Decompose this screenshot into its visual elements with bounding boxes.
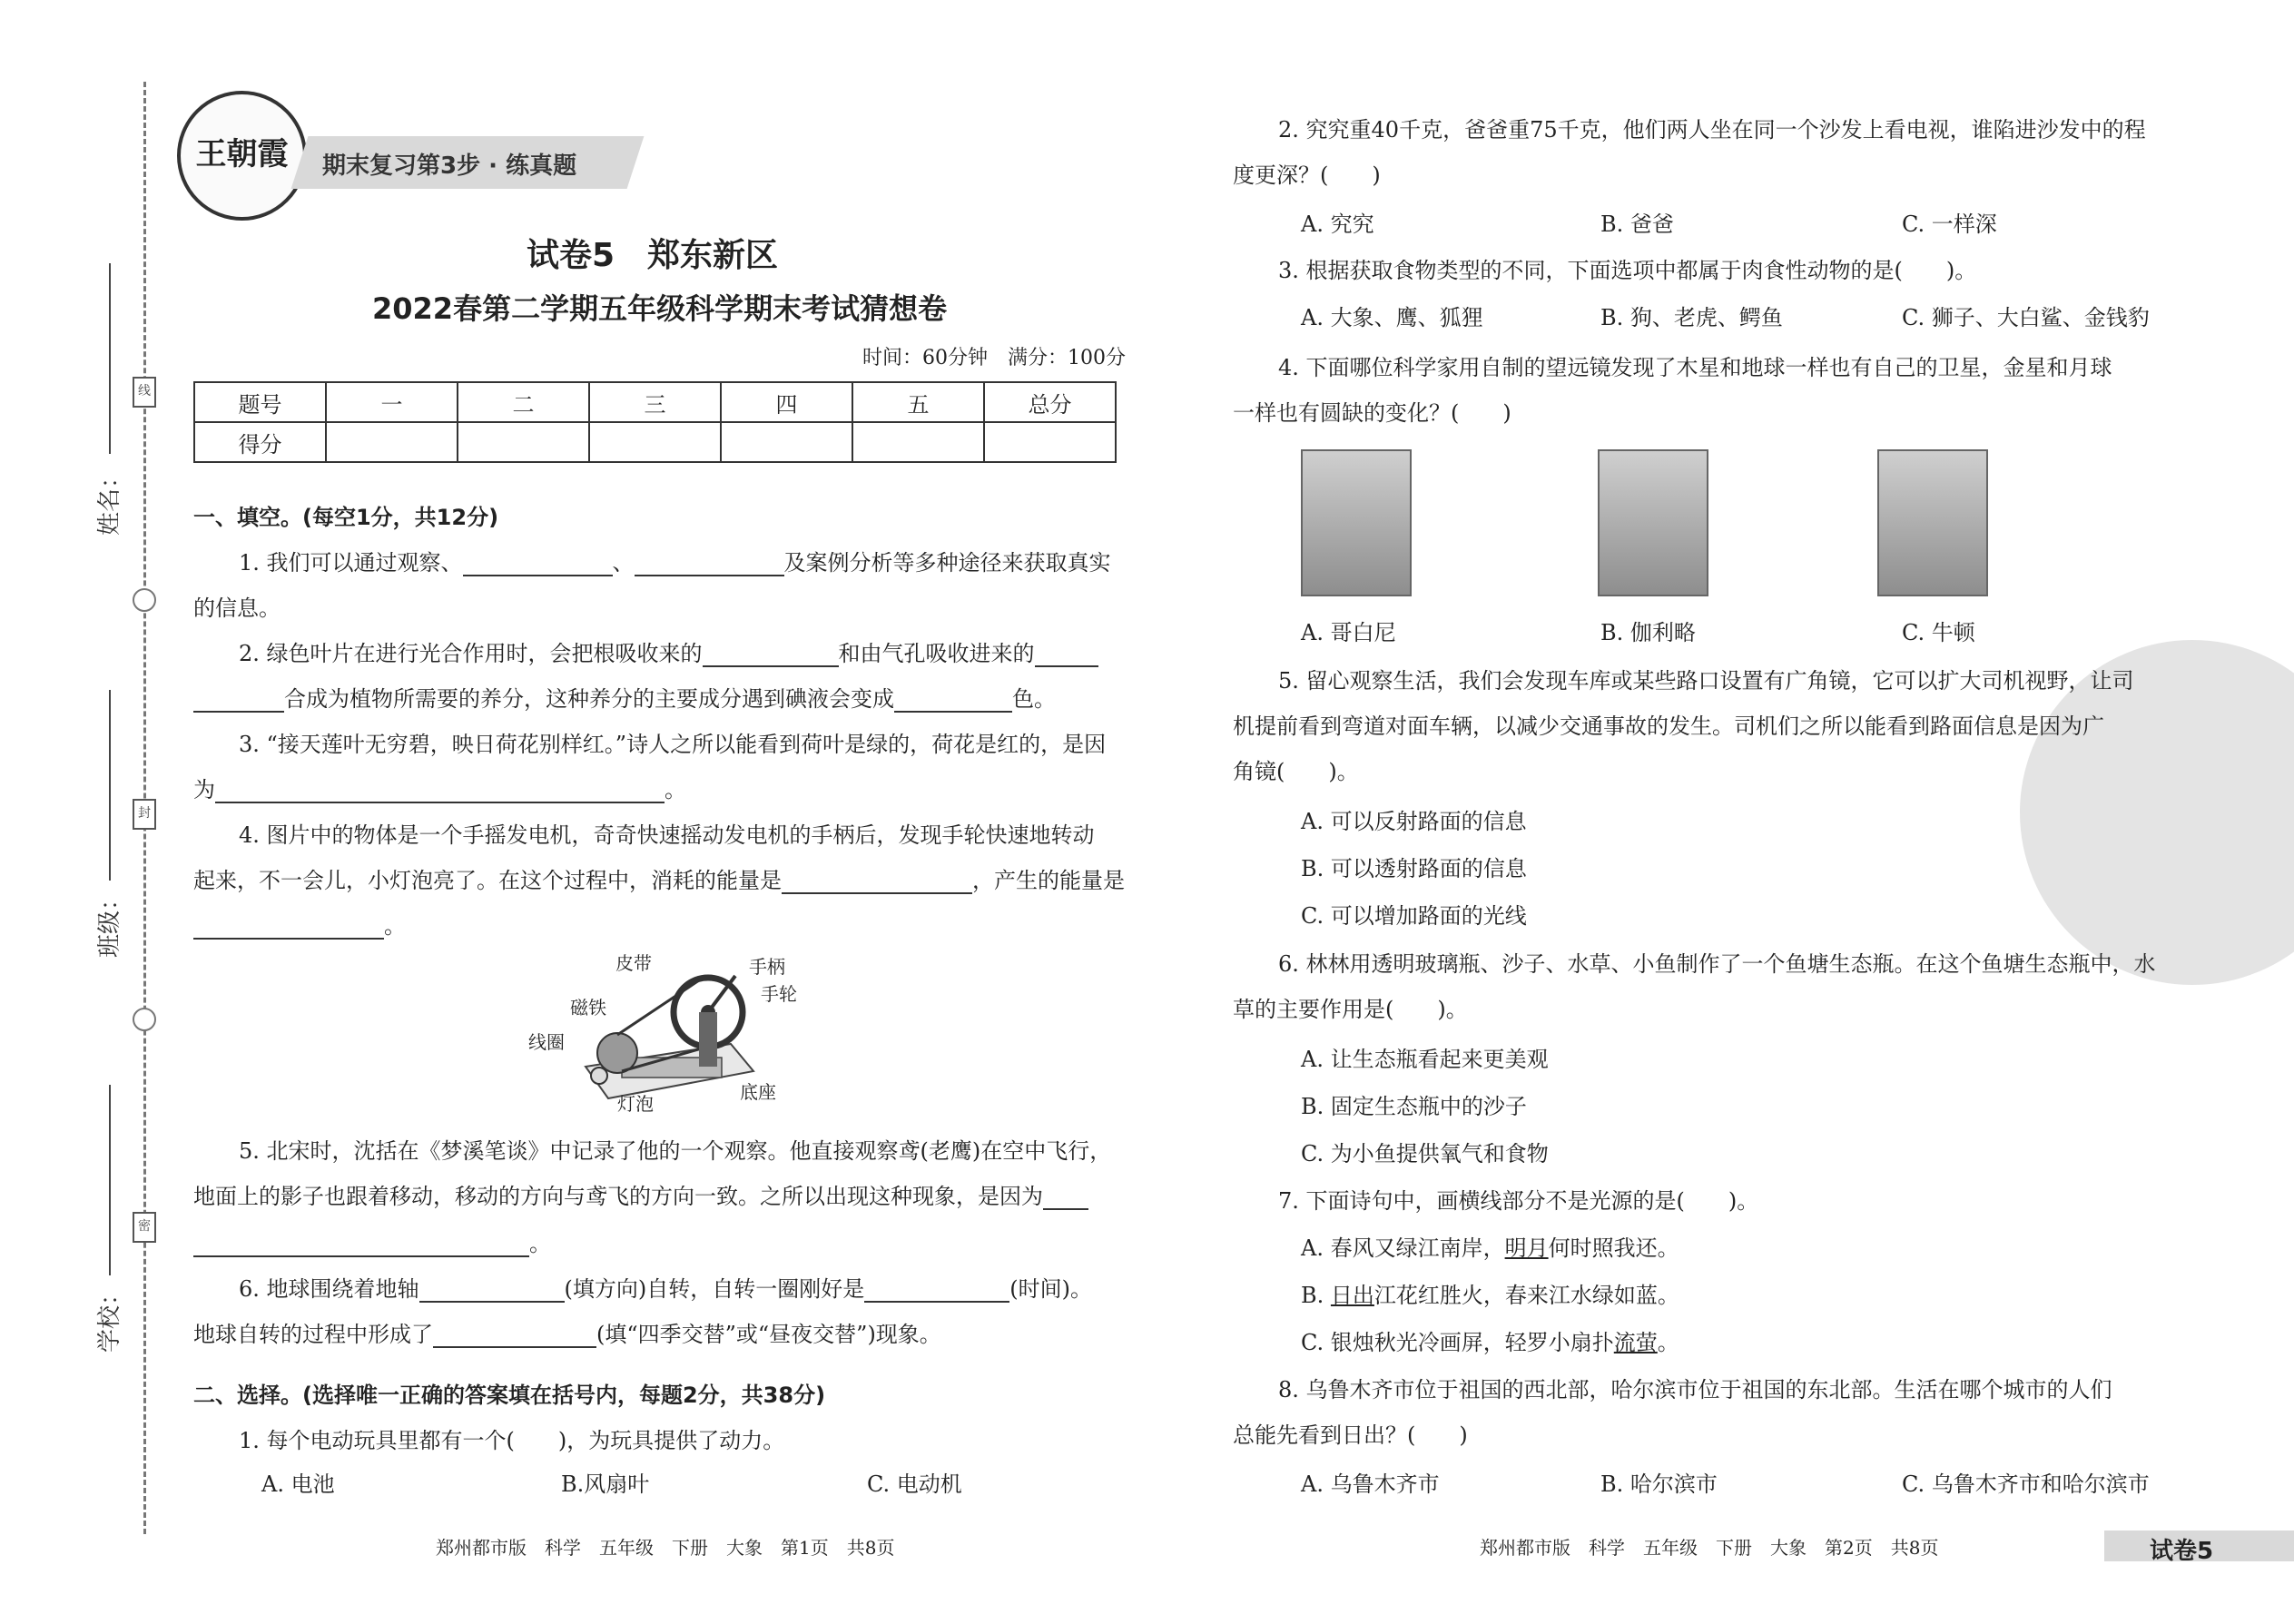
figure-label-base: 底座 [740, 1081, 776, 1103]
s2-q1-option-c[interactable]: C. 电动机 [867, 1471, 962, 1497]
s2-q5: 5. 留心观察生活，我们会发现车库或某些路口设置有广角镜，它可以扩大司机视野，让司 [1278, 668, 2134, 694]
s2-q6: 6. 林林用透明玻璃瓶、沙子、水草、小鱼制作了一个鱼塘生态瓶。在这个鱼塘生态瓶中，水 [1278, 951, 2156, 977]
answer-blank[interactable] [782, 869, 972, 894]
s2-q7: 7. 下面诗句中，画横线部分不是光源的是( )。 [1278, 1188, 1759, 1214]
q6-line [239, 1275, 1092, 1303]
cut-mark-seal: 封 [133, 799, 156, 830]
answer-blank[interactable] [635, 551, 784, 576]
answer-blank[interactable] [193, 914, 384, 940]
score-cell: 三 [589, 382, 721, 422]
q3-text: 。 [665, 777, 686, 802]
s2-q6-line-2: 草的主要作用是( )。 [1233, 997, 1468, 1022]
portrait-newton-image [1877, 449, 1988, 596]
school-underline [109, 1085, 111, 1275]
q2-line-2 [193, 685, 1056, 713]
s2-q4-option-a[interactable]: A. 哥白尼 [1301, 620, 1396, 645]
header-banner-text: 期末复习第3步 · 练真题 [322, 153, 577, 180]
s2-q4: 4. 下面哪位科学家用自制的望远镜发现了木星和地球一样也有自己的卫星，金星和月球 [1278, 355, 2112, 380]
exam-title: 试卷5 郑东新区 [527, 237, 779, 274]
s2-q4-option-c[interactable]: C. 牛顿 [1902, 620, 1975, 645]
generator-stand-shape [699, 1012, 717, 1067]
s2-q3: 3. 根据获取食物类型的不同，下面选项中都属于肉食性动物的是( )。 [1278, 258, 1977, 283]
q2-text: 2. 绿色叶片在进行光合作用时，会把根吸收来的 [239, 641, 703, 666]
score-cell: 五 [852, 382, 984, 422]
s2-q1: 1. 每个电动玩具里都有一个( )，为玩具提供了动力。 [239, 1428, 785, 1453]
s2-q2-option-b[interactable]: B. 爸爸 [1600, 212, 1674, 237]
option-text: C. 银烛秋光冷画屏，轻罗小扇扑 [1301, 1330, 1614, 1355]
s2-q5-option-b[interactable]: B. 可以透射路面的信息 [1301, 856, 1527, 881]
option-text: 江花红胜火，春来江水绿如蓝。 [1373, 1283, 1679, 1308]
section1-heading: 一、填空。(每空1分，共12分) [193, 505, 499, 530]
q1-line [239, 549, 1111, 576]
q6-text: 6. 地球围绕着地轴 [239, 1276, 419, 1302]
school-label: 学校： [96, 1281, 123, 1353]
q2-text: 和由气孔吸收进来的 [838, 641, 1035, 666]
score-cell: 二 [458, 382, 589, 422]
answer-blank[interactable] [1035, 642, 1098, 667]
q6-text: (填方向)自转，自转一圈刚好是 [564, 1276, 865, 1302]
class-underline [109, 690, 111, 881]
score-cell: 四 [721, 382, 852, 422]
cut-mark-dense: 密 [133, 1212, 156, 1243]
figure-label-wheel: 手轮 [761, 983, 797, 1005]
answer-blank[interactable] [864, 1277, 1009, 1303]
name-label: 姓名： [96, 464, 123, 536]
score-input-cell[interactable] [326, 422, 458, 462]
generator-belt-shape [617, 980, 699, 1035]
s2-q3-option-c[interactable]: C. 狮子、大白鲨、金钱豹 [1902, 305, 2150, 330]
q1-line-2: 的信息。 [193, 595, 281, 621]
answer-blank[interactable] [419, 1277, 565, 1303]
score-cell: 得分 [194, 422, 326, 462]
figure-label-belt: 皮带 [615, 952, 652, 974]
q3-text: 为 [193, 777, 215, 802]
q3-line: 3. “接天莲叶无穷碧，映日荷花别样红。”诗人之所以能看到荷叶是绿的，荷花是红的，是因 [239, 732, 1107, 757]
s2-q2-option-a[interactable]: A. 究究 [1301, 212, 1374, 237]
binding-hole-mark [133, 588, 156, 612]
footer-right: 郑州都市版 科学 五年级 下册 大象 第2页 共8页 [1480, 1537, 1939, 1559]
s2-q3-option-a[interactable]: A. 大象、鹰、狐狸 [1301, 305, 1483, 330]
time-score-info: 时间：60分钟 满分：100分 [862, 347, 1126, 369]
option-text: A. 春风又绿江南岸， [1301, 1235, 1505, 1261]
q2-text: 合成为植物所需要的养分，这种养分的主要成分遇到碘液会变成 [284, 686, 894, 712]
generator-bulb-shape [591, 1068, 607, 1084]
score-input-cell[interactable] [458, 422, 589, 462]
score-input-cell[interactable] [721, 422, 852, 462]
s2-q8-option-c[interactable]: C. 乌鲁木齐市和哈尔滨市 [1902, 1471, 2150, 1497]
q4-line: 4. 图片中的物体是一个手摇发电机，奇奇快速摇动发电机的手柄后，发现手轮快速地转动 [239, 822, 1095, 848]
answer-blank[interactable] [1043, 1185, 1088, 1210]
s2-q5-option-c[interactable]: C. 可以增加路面的光线 [1301, 903, 1527, 929]
underlined-term: 日出 [1330, 1283, 1374, 1308]
s2-q5-line-2: 机提前看到弯道对面车辆，以减少交通事故的发生。司机们之所以能看到路面信息是因为广 [1233, 714, 2104, 739]
q6-line-2 [193, 1321, 941, 1348]
q6-text: (时间)。 [1009, 1276, 1092, 1302]
figure-label-bulb: 灯泡 [617, 1093, 654, 1115]
q4-line-2 [193, 867, 1125, 894]
q5-line-3 [193, 1230, 551, 1257]
s2-q1-option-b[interactable]: B.风扇叶 [561, 1471, 650, 1497]
portrait-copernicus-image [1301, 449, 1412, 596]
footer-tab-label: 试卷5 [2150, 1538, 2214, 1565]
section2-heading: 二、选择。(选择唯一正确的答案填在括号内，每题2分，共38分) [193, 1383, 826, 1408]
score-cell: 题号 [194, 382, 326, 422]
q4-text: ，产生的能量是 [972, 868, 1125, 893]
answer-blank[interactable] [894, 687, 1012, 713]
logo-text: 王朝霞 [195, 136, 289, 172]
q1-text: 、 [612, 550, 635, 576]
s2-q7-option-c[interactable] [1301, 1329, 1679, 1356]
s2-q6-option-b[interactable]: B. 固定生态瓶中的沙子 [1301, 1094, 1527, 1119]
q1-text: 及案例分析等多种途径来获取真实 [783, 550, 1111, 576]
score-cell: 一 [326, 382, 458, 422]
q6-text: 地球自转的过程中形成了 [193, 1322, 433, 1347]
q1-text: 1. 我们可以通过观察、 [239, 550, 463, 576]
s2-q1-option-a[interactable]: A. 电池 [261, 1471, 335, 1497]
q2-text: 色。 [1012, 686, 1056, 712]
q3-line-2 [193, 776, 686, 803]
answer-blank[interactable] [703, 642, 839, 667]
figure-label-magnet: 磁铁 [570, 997, 606, 1019]
score-input-cell[interactable] [589, 422, 721, 462]
exam-subtitle: 2022春第二学期五年级科学期末考试猜想卷 [372, 291, 948, 326]
option-text: 。 [1657, 1330, 1679, 1355]
q5-text: 。 [529, 1231, 551, 1256]
s2-q4-line-2: 一样也有圆缺的变化？( ) [1233, 400, 1511, 426]
s2-q8-line-2: 总能先看到日出？( ) [1233, 1422, 1468, 1448]
answer-blank[interactable] [193, 687, 284, 713]
underlined-term: 明月 [1504, 1235, 1549, 1261]
q6-text: (填“四季交替”或“昼夜交替”)现象。 [596, 1322, 941, 1347]
binding-hole-mark [133, 1008, 156, 1031]
cut-mark-line: 线 [133, 377, 156, 408]
s2-q7-option-b[interactable] [1301, 1282, 1679, 1309]
name-underline [109, 263, 111, 454]
q5-line-2 [193, 1183, 1088, 1210]
publisher-logo [177, 91, 307, 221]
score-table [193, 381, 1117, 463]
option-text: 何时照我还。 [1548, 1235, 1679, 1261]
q4-line-3 [193, 912, 406, 940]
underlined-term: 流萤 [1613, 1330, 1658, 1355]
option-text: B. [1301, 1283, 1331, 1308]
answer-blank[interactable] [463, 551, 613, 576]
q2-line [239, 640, 1098, 667]
s2-q7-option-a[interactable] [1301, 1235, 1679, 1262]
s2-q8-option-b[interactable]: B. 哈尔滨市 [1600, 1471, 1718, 1497]
score-cell: 总分 [984, 382, 1116, 422]
q4-text: 起来，不一会儿，小灯泡亮了。在这个过程中，消耗的能量是 [193, 868, 782, 893]
s2-q6-option-a[interactable]: A. 让生态瓶看起来更美观 [1301, 1047, 1549, 1072]
q5-line: 5. 北宋时，沈括在《梦溪笔谈》中记录了他的一个观察。他直接观察鸢(老鹰)在空中飞行， [239, 1138, 1112, 1164]
figure-label-coil: 线圈 [528, 1031, 565, 1053]
class-label: 班级： [96, 886, 123, 958]
answer-blank[interactable] [193, 1232, 529, 1257]
s2-q3-option-b[interactable]: B. 狗、老虎、鳄鱼 [1600, 305, 1783, 330]
answer-blank[interactable] [215, 778, 665, 803]
s2-q4-option-b[interactable]: B. 伽利略 [1600, 620, 1696, 645]
score-input-cell[interactable] [984, 422, 1116, 462]
answer-blank[interactable] [433, 1323, 596, 1348]
s2-q6-option-c[interactable]: C. 为小鱼提供氧气和食物 [1301, 1141, 1549, 1166]
score-input-cell[interactable] [852, 422, 984, 462]
s2-q8-option-a[interactable]: A. 乌鲁木齐市 [1301, 1471, 1440, 1497]
s2-q2-line-2: 度更深？( ) [1233, 162, 1381, 188]
portrait-galileo-image [1598, 449, 1708, 596]
footer-left: 郑州都市版 科学 五年级 下册 大象 第1页 共8页 [436, 1537, 895, 1559]
s2-q5-line-3: 角镜( )。 [1233, 759, 1359, 784]
figure-label-handle: 手柄 [749, 956, 785, 978]
s2-q5-option-a[interactable]: A. 可以反射路面的信息 [1301, 809, 1527, 834]
q4-text: 。 [384, 913, 406, 939]
s2-q2-option-c[interactable]: C. 一样深 [1902, 212, 1997, 237]
q5-text: 地面上的影子也跟着移动，移动的方向与鸢飞的方向一致。之所以出现这种现象，是因为 [193, 1184, 1043, 1209]
s2-q8: 8. 乌鲁木齐市位于祖国的西北部，哈尔滨市位于祖国的东北部。生活在哪个城市的人们 [1278, 1377, 2112, 1403]
s2-q2: 2. 究究重40千克，爸爸重75千克，他们两人坐在同一个沙发上看电视，谁陷进沙发中的程 [1278, 117, 2146, 143]
generator-magnet-shape [597, 1033, 637, 1073]
